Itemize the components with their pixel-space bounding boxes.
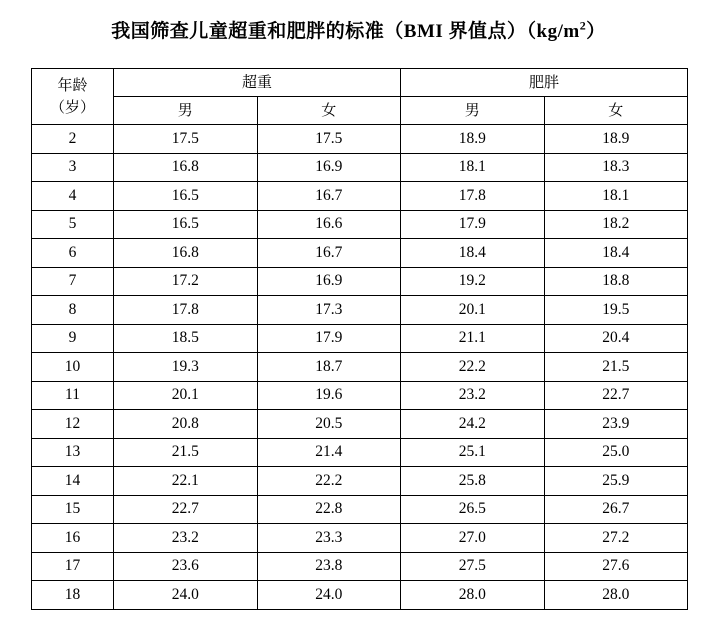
table-body <box>32 125 688 610</box>
header-age <box>32 69 114 125</box>
obesity-female-cell: 18.1 <box>544 182 688 211</box>
obesity-male-cell: 25.8 <box>401 467 545 496</box>
overweight-female-cell: 17.5 <box>257 125 401 154</box>
header-overweight: 超重 <box>114 69 401 97</box>
header-overweight-female: 女 <box>257 97 401 125</box>
table-header <box>32 69 688 125</box>
table-row <box>32 353 688 382</box>
obesity-female-cell: 23.9 <box>544 410 688 439</box>
age-cell: 18 <box>32 581 114 610</box>
overweight-female-cell: 20.5 <box>257 410 401 439</box>
obesity-male-cell: 20.1 <box>401 296 545 325</box>
overweight-female-cell: 19.6 <box>257 381 401 410</box>
overweight-male-cell: 21.5 <box>114 438 258 467</box>
obesity-female-cell: 20.4 <box>544 324 688 353</box>
obesity-female-cell: 18.4 <box>544 239 688 268</box>
obesity-male-cell: 26.5 <box>401 495 545 524</box>
obesity-female-cell: 22.7 <box>544 381 688 410</box>
overweight-female-cell: 18.7 <box>257 353 401 382</box>
obesity-male-cell: 17.8 <box>401 182 545 211</box>
bmi-cutoff-table <box>31 68 688 610</box>
age-cell: 13 <box>32 438 114 467</box>
age-cell: 8 <box>32 296 114 325</box>
table-row <box>32 552 688 581</box>
page-title <box>0 18 717 46</box>
overweight-male-cell: 16.8 <box>114 153 258 182</box>
overweight-male-cell: 17.5 <box>114 125 258 154</box>
overweight-male-cell: 24.0 <box>114 581 258 610</box>
obesity-male-cell: 22.2 <box>401 353 545 382</box>
age-cell: 17 <box>32 552 114 581</box>
header-obesity-male: 男 <box>401 97 545 125</box>
table-row <box>32 210 688 239</box>
overweight-male-cell: 22.1 <box>114 467 258 496</box>
title-superscript: 2 <box>579 18 587 33</box>
age-cell: 10 <box>32 353 114 382</box>
overweight-male-cell: 17.2 <box>114 267 258 296</box>
table-row <box>32 524 688 553</box>
obesity-male-cell: 19.2 <box>401 267 545 296</box>
obesity-male-cell: 17.9 <box>401 210 545 239</box>
header-obesity-female: 女 <box>544 97 688 125</box>
obesity-female-cell: 18.9 <box>544 125 688 154</box>
overweight-female-cell: 17.3 <box>257 296 401 325</box>
table-row <box>32 125 688 154</box>
obesity-female-cell: 18.2 <box>544 210 688 239</box>
age-cell: 7 <box>32 267 114 296</box>
table-row <box>32 267 688 296</box>
table-row <box>32 324 688 353</box>
obesity-female-cell: 27.6 <box>544 552 688 581</box>
obesity-female-cell: 25.9 <box>544 467 688 496</box>
overweight-female-cell: 16.9 <box>257 153 401 182</box>
table-row <box>32 581 688 610</box>
obesity-female-cell: 18.8 <box>544 267 688 296</box>
age-cell: 2 <box>32 125 114 154</box>
overweight-male-cell: 16.8 <box>114 239 258 268</box>
obesity-male-cell: 28.0 <box>401 581 545 610</box>
header-age-line1: 年龄 <box>57 77 88 94</box>
overweight-female-cell: 23.3 <box>257 524 401 553</box>
obesity-male-cell: 21.1 <box>401 324 545 353</box>
obesity-male-cell: 27.5 <box>401 552 545 581</box>
overweight-female-cell: 16.9 <box>257 267 401 296</box>
table-row <box>32 153 688 182</box>
title-closing-paren: ） <box>586 21 606 42</box>
table-row <box>32 467 688 496</box>
obesity-male-cell: 23.2 <box>401 381 545 410</box>
header-obesity: 肥胖 <box>401 69 688 97</box>
obesity-male-cell: 27.0 <box>401 524 545 553</box>
overweight-female-cell: 17.9 <box>257 324 401 353</box>
header-overweight-male: 男 <box>114 97 258 125</box>
table-row <box>32 381 688 410</box>
obesity-female-cell: 28.0 <box>544 581 688 610</box>
age-cell: 11 <box>32 381 114 410</box>
overweight-male-cell: 16.5 <box>114 210 258 239</box>
age-cell: 6 <box>32 239 114 268</box>
header-row-groups <box>32 69 688 97</box>
overweight-female-cell: 16.6 <box>257 210 401 239</box>
overweight-female-cell: 16.7 <box>257 182 401 211</box>
age-cell: 15 <box>32 495 114 524</box>
table-row <box>32 239 688 268</box>
overweight-male-cell: 16.5 <box>114 182 258 211</box>
table-row <box>32 495 688 524</box>
obesity-female-cell: 25.0 <box>544 438 688 467</box>
overweight-male-cell: 19.3 <box>114 353 258 382</box>
obesity-male-cell: 18.1 <box>401 153 545 182</box>
overweight-female-cell: 24.0 <box>257 581 401 610</box>
obesity-male-cell: 25.1 <box>401 438 545 467</box>
obesity-male-cell: 18.9 <box>401 125 545 154</box>
overweight-female-cell: 23.8 <box>257 552 401 581</box>
table-row <box>32 296 688 325</box>
table-row <box>32 438 688 467</box>
overweight-male-cell: 17.8 <box>114 296 258 325</box>
age-cell: 5 <box>32 210 114 239</box>
age-cell: 3 <box>32 153 114 182</box>
obesity-male-cell: 18.4 <box>401 239 545 268</box>
obesity-female-cell: 18.3 <box>544 153 688 182</box>
overweight-male-cell: 22.7 <box>114 495 258 524</box>
table-row <box>32 182 688 211</box>
table-row <box>32 410 688 439</box>
age-cell: 12 <box>32 410 114 439</box>
obesity-female-cell: 19.5 <box>544 296 688 325</box>
overweight-female-cell: 21.4 <box>257 438 401 467</box>
overweight-male-cell: 20.1 <box>114 381 258 410</box>
overweight-female-cell: 22.2 <box>257 467 401 496</box>
overweight-male-cell: 23.2 <box>114 524 258 553</box>
age-cell: 16 <box>32 524 114 553</box>
overweight-male-cell: 23.6 <box>114 552 258 581</box>
header-row-sex <box>32 97 688 125</box>
obesity-female-cell: 21.5 <box>544 353 688 382</box>
obesity-female-cell: 27.2 <box>544 524 688 553</box>
age-cell: 14 <box>32 467 114 496</box>
overweight-male-cell: 20.8 <box>114 410 258 439</box>
header-age-line2: （岁） <box>49 99 95 116</box>
overweight-female-cell: 22.8 <box>257 495 401 524</box>
obesity-male-cell: 24.2 <box>401 410 545 439</box>
obesity-female-cell: 26.7 <box>544 495 688 524</box>
overweight-female-cell: 16.7 <box>257 239 401 268</box>
overweight-male-cell: 18.5 <box>114 324 258 353</box>
age-cell: 4 <box>32 182 114 211</box>
age-cell: 9 <box>32 324 114 353</box>
title-text: 我国筛查儿童超重和肥胖的标准（BMI 界值点）（kg/m <box>111 21 580 42</box>
